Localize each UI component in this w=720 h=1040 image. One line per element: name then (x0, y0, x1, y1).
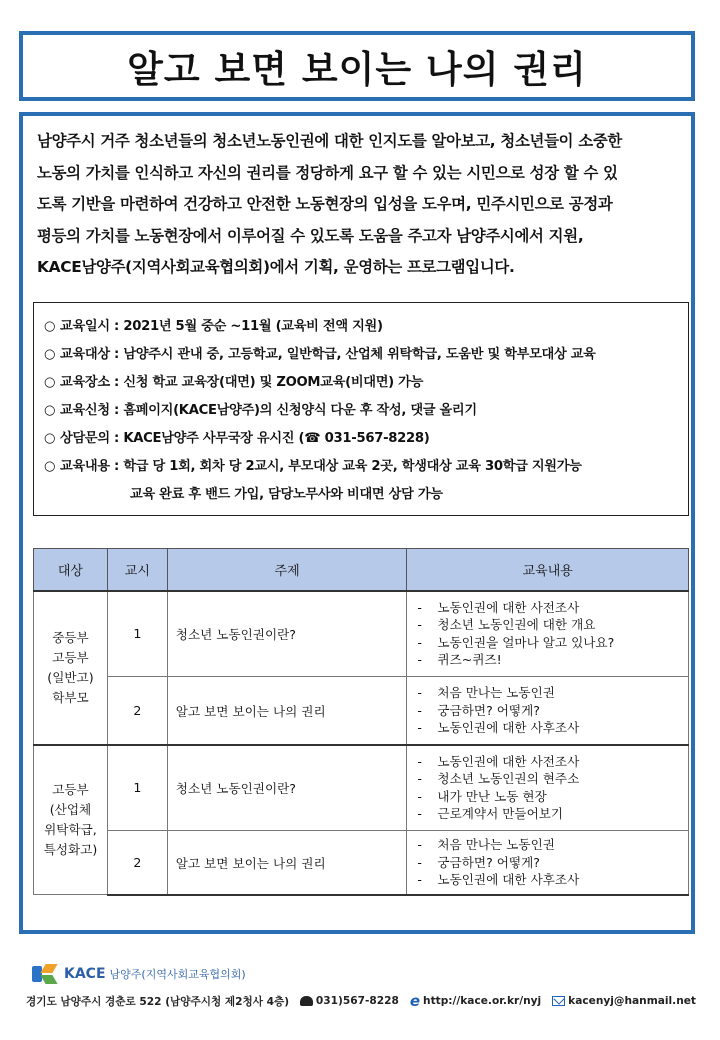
footer (0, 960, 720, 1040)
target-line: 학부모 (52, 689, 89, 705)
contents-cell (407, 591, 689, 677)
title-box (19, 31, 695, 101)
target-cell (34, 745, 108, 895)
content-item: - 궁금하면? 어떻게? (417, 702, 688, 720)
info-item-date (44, 315, 383, 334)
info-item-target (44, 343, 596, 362)
kace-logo-icon (32, 964, 60, 984)
header-topic: 주제 (167, 549, 407, 591)
content-item: - 노동인권을 얼마나 알고 있나요? (417, 634, 688, 652)
mail-icon (552, 996, 565, 1006)
contents-cell (407, 745, 689, 831)
table-row (34, 591, 689, 677)
topic-cell: 청소년 노동인권이란? (167, 591, 407, 677)
content-item: - 처음 만나는 노동인권 (417, 684, 688, 702)
table-row (34, 831, 689, 895)
info-label: 교육내용 : (60, 459, 120, 474)
schedule-table (33, 548, 689, 896)
logo-name: KACE (64, 966, 106, 982)
circle-bullet-icon: ○ (44, 459, 56, 474)
page-title: 알고 보면 보이는 나의 권리 (127, 48, 587, 91)
info-label: 교육신청 : (60, 403, 120, 418)
period-cell: 1 (107, 591, 167, 677)
info-item-apply (44, 399, 477, 418)
internet-icon: e (409, 992, 421, 1010)
info-value: 학급 당 1회, 회차 당 2교시, 부모대상 교육 2곳, 학생대상 교육 30학급 지원가능 (123, 459, 582, 474)
circle-bullet-icon: ○ (44, 375, 56, 390)
info-label: 교육일시 : (60, 319, 120, 334)
intro-line: KACE남양주(지역사회교육협의회)에서 기획, 운영하는 프로그램입니다. (37, 258, 515, 276)
content-item: - 처음 만나는 노동인권 (417, 836, 688, 854)
content-item: - 청소년 노동인권의 현주소 (417, 770, 688, 788)
info-item-venue (44, 371, 423, 390)
contact-line (26, 992, 696, 1010)
header-target: 대상 (34, 549, 108, 591)
target-line: 특성화고) (43, 841, 98, 857)
info-box (33, 302, 689, 516)
header-contents: 교육내용 (407, 549, 689, 591)
table-header-row (34, 549, 689, 591)
main-content-box (19, 112, 695, 934)
phone-text: 031)567-8228 (315, 995, 399, 1007)
logo-subtitle: 남양주(지역사회교육협의회) (109, 968, 246, 981)
info-label: 교육대상 : (60, 347, 120, 362)
intro-line: 남양주시 거주 청소년들의 청소년노동인권에 대한 인지도를 알아보고, 청소년들이 소중한 (37, 132, 623, 150)
circle-bullet-icon: ○ (44, 347, 56, 362)
info-item-content (44, 455, 582, 474)
content-item: - 노동인권에 대한 사전조사 (417, 599, 688, 617)
target-line: (산업체 (49, 801, 92, 817)
target-cell (34, 591, 108, 745)
period-cell: 1 (107, 745, 167, 831)
kace-logo (32, 964, 246, 984)
intro-paragraph (37, 126, 683, 284)
content-item: - 청소년 노동인권에 대한 개요 (417, 616, 688, 634)
info-value: 신청 학교 교육장(대면) 및 ZOOM교육(비대면) 가능 (123, 375, 424, 390)
intro-line: 노동의 가치를 인식하고 자신의 권리를 정당하게 요구 할 수 있는 시민으로 성장 할 수 있 (37, 163, 618, 182)
content-item: - 궁금하면? 어떻게? (417, 854, 688, 872)
phone-icon (300, 996, 313, 1006)
content-item: - 내가 만난 노동 현장 (417, 788, 688, 806)
target-line: (일반고) (47, 669, 94, 685)
target-line: 중등부 (52, 629, 89, 645)
content-item: - 노동인권에 대한 사후조사 (417, 871, 688, 889)
address-text: 경기도 남양주시 경춘로 522 (남양주시청 제2청사 4층) (26, 995, 290, 1008)
target-line: 고등부 (52, 781, 89, 797)
topic-cell: 알고 보면 보이는 나의 권리 (167, 677, 407, 745)
info-label: 교육장소 : (60, 375, 120, 390)
topic-cell: 청소년 노동인권이란? (167, 745, 407, 831)
target-line: 위탁학급, (44, 821, 97, 837)
content-item: - 노동인권에 대한 사후조사 (417, 719, 688, 737)
period-cell: 2 (107, 831, 167, 895)
content-item: - 근로계약서 만들어보기 (417, 805, 688, 823)
table-row (34, 677, 689, 745)
table-row (34, 745, 689, 831)
info-label: 상담문의 : (60, 431, 120, 446)
info-item-contact (44, 427, 429, 446)
header-period: 교시 (107, 549, 167, 591)
intro-line: 평등의 가치를 노동현장에서 이루어질 수 있도록 도움을 주고자 남양주시에서 지원, (37, 226, 584, 245)
contents-cell (407, 677, 689, 745)
website-link[interactable]: http://kace.or.kr/nyj (423, 995, 542, 1007)
info-value: 홈페이지(KACE남양주)의 신청양식 다운 후 작성, 댓글 올리기 (123, 403, 477, 418)
period-cell: 2 (107, 677, 167, 745)
content-item: - 노동인권에 대한 사전조사 (417, 753, 688, 771)
email-link[interactable]: kacenyj@hanmail.net (568, 995, 696, 1007)
contents-cell (407, 831, 689, 895)
topic-cell: 알고 보면 보이는 나의 권리 (167, 831, 407, 895)
content-item: - 퀴즈~퀴즈! (417, 651, 688, 669)
circle-bullet-icon: ○ (44, 403, 56, 418)
info-value: KACE남양주 사무국장 유시진 (☎ 031-567-8228) (123, 431, 430, 446)
circle-bullet-icon: ○ (44, 319, 56, 334)
circle-bullet-icon: ○ (44, 431, 56, 446)
info-continuation: 교육 완료 후 밴드 가입, 담당노무사와 비대면 상담 가능 (130, 487, 443, 502)
target-line: 고등부 (52, 649, 89, 665)
info-value: 2021년 5월 중순 ~11월 (교육비 전액 지원) (123, 319, 383, 334)
info-value: 남양주시 관내 중, 고등학교, 일반학급, 산업체 위탁학급, 도움반 및 학부모대상 교육 (123, 347, 596, 362)
intro-line: 도록 기반을 마련하여 건강하고 안전한 노동현장의 입성을 도우며, 민주시민으로 공정과 (37, 195, 613, 213)
